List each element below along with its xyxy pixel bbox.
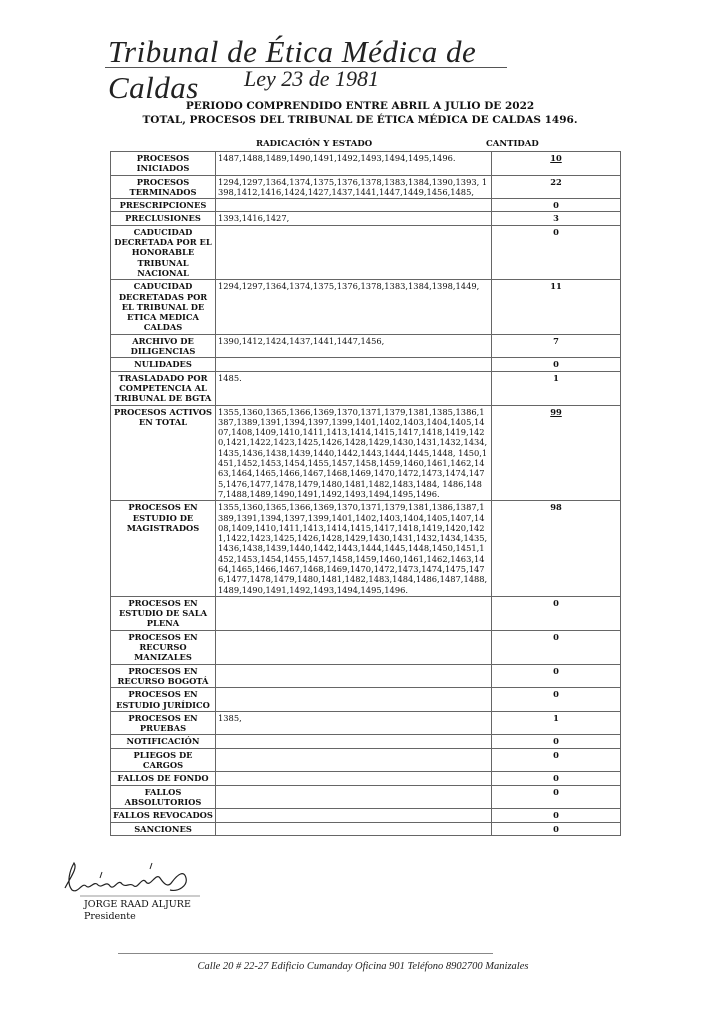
row-cantidad: 0 [553, 689, 559, 700]
table-row [111, 711, 621, 735]
row-cantidad: 7 [553, 335, 559, 346]
row-radicacion [216, 688, 492, 712]
row-radicacion: 1294,1297,1364,1374,1375,1376,1378,1383,1384,1398,1449, [216, 280, 492, 334]
row-label: CADUCIDAD DECRETADAS POR EL TRIBUNAL DE ETICA MEDICA CALDAS [111, 280, 216, 334]
row-cantidad-cell [492, 280, 621, 334]
row-radicacion [216, 748, 492, 772]
row-cantidad-cell [492, 664, 621, 688]
row-cantidad: 10 [550, 153, 562, 163]
table-row [111, 664, 621, 688]
row-radicacion: 1485. [216, 371, 492, 405]
row-label: FALLOS ABSOLUTORIOS [111, 785, 216, 809]
table-row [111, 630, 621, 664]
table-row [111, 735, 621, 748]
row-label: PROCESOS EN PRUEBAS [111, 711, 216, 735]
row-radicacion [216, 225, 492, 279]
row-label: FALLOS DE FONDO [111, 772, 216, 785]
table-row [111, 405, 621, 501]
letterhead-subtitle: Ley 23 de 1981 [244, 66, 380, 91]
row-cantidad-cell [492, 735, 621, 748]
row-label: PROCESOS EN RECURSO MANIZALES [111, 630, 216, 664]
row-cantidad-cell [492, 371, 621, 405]
table-row [111, 748, 621, 772]
row-cantidad-cell [492, 212, 621, 225]
total-line: TOTAL, PROCESOS DEL TRIBUNAL DE ÉTICA MÉDICA DE CALDAS 1496. [142, 114, 578, 126]
row-label: PROCESOS EN ESTUDIO DE MAGISTRADOS [111, 501, 216, 597]
period-line: PERIODO COMPRENDIDO ENTRE ABRIL A JULIO DE 2022 [185, 100, 535, 112]
row-cantidad-cell [492, 711, 621, 735]
row-cantidad: 0 [553, 736, 559, 747]
row-radicacion [216, 596, 492, 630]
row-radicacion [216, 772, 492, 785]
row-cantidad-cell [492, 405, 621, 501]
row-radicacion [216, 664, 492, 688]
signer-name: JORGE RAAD ALJURE [84, 899, 191, 910]
table-row [111, 334, 621, 358]
row-cantidad-cell [492, 785, 621, 809]
row-label: PROCESOS EN ESTUDIO JURÍDICO [111, 688, 216, 712]
row-label: NOTIFICACIÓN [111, 735, 216, 748]
table-row [111, 688, 621, 712]
row-label: TRASLADADO POR COMPETENCIA AL TRIBUNAL DE BGTA [111, 371, 216, 405]
row-cantidad: 0 [553, 749, 559, 760]
row-label: SANCIONES [111, 822, 216, 835]
row-cantidad: 1 [553, 712, 559, 723]
row-radicacion: 1385, [216, 711, 492, 735]
row-radicacion [216, 785, 492, 809]
row-cantidad: 3 [553, 213, 559, 224]
row-radicacion [216, 630, 492, 664]
row-cantidad-cell [492, 748, 621, 772]
row-label: FALLOS REVOCADOS [111, 809, 216, 822]
row-cantidad-cell [492, 175, 621, 199]
row-label: PRECLUSIONES [111, 212, 216, 225]
table-row [111, 152, 621, 176]
row-cantidad-cell [492, 501, 621, 597]
table-row [111, 371, 621, 405]
row-cantidad: 0 [553, 665, 559, 676]
row-cantidad-cell [492, 358, 621, 371]
table-row [111, 772, 621, 785]
row-cantidad-cell [492, 199, 621, 212]
row-cantidad: 99 [550, 406, 562, 417]
column-header-radicacion: RADICACIÓN Y ESTADO [256, 139, 373, 149]
row-label: PRESCRIPCIONES [111, 199, 216, 212]
row-label: PROCESOS EN RECURSO BOGOTÁ [111, 664, 216, 688]
signature-scribble-icon [60, 858, 220, 903]
report-heading [110, 99, 610, 127]
row-cantidad: 98 [550, 502, 562, 513]
row-label: PLIEGOS DE CARGOS [111, 748, 216, 772]
row-label: CADUCIDAD DECRETADA POR EL HONORABLE TRIBUNAL NACIONAL [111, 225, 216, 279]
row-cantidad-cell [492, 772, 621, 785]
row-cantidad-cell [492, 688, 621, 712]
row-radicacion [216, 809, 492, 822]
row-label: ARCHIVO DE DILIGENCIAS [111, 334, 216, 358]
row-cantidad: 0 [553, 226, 559, 237]
row-cantidad: 0 [553, 631, 559, 642]
table-row [111, 225, 621, 279]
row-cantidad: 0 [553, 810, 559, 821]
row-cantidad-cell [492, 809, 621, 822]
row-radicacion: 1393,1416,1427, [216, 212, 492, 225]
row-label: NULIDADES [111, 358, 216, 371]
table-row [111, 596, 621, 630]
table-row [111, 212, 621, 225]
row-cantidad-cell [492, 630, 621, 664]
table-row [111, 280, 621, 334]
table-row [111, 175, 621, 199]
row-cantidad-cell [492, 822, 621, 835]
row-cantidad: 0 [553, 200, 559, 211]
row-cantidad-cell [492, 334, 621, 358]
row-radicacion: 1487,1488,1489,1490,1491,1492,1493,1494,1495,1496. [216, 152, 492, 176]
row-cantidad: 1 [553, 372, 559, 383]
table-row [111, 809, 621, 822]
row-cantidad: 0 [553, 597, 559, 608]
letterhead-title: Tribunal de Ética Médica de Caldas [108, 34, 477, 105]
row-cantidad: 0 [553, 786, 559, 797]
row-radicacion [216, 822, 492, 835]
table-row [111, 785, 621, 809]
row-cantidad: 22 [550, 176, 562, 187]
row-cantidad-cell [492, 225, 621, 279]
process-table [110, 151, 621, 836]
row-cantidad-cell [492, 152, 621, 176]
row-radicacion [216, 735, 492, 748]
row-label: PROCESOS ACTIVOS EN TOTAL [111, 405, 216, 501]
table-row [111, 501, 621, 597]
row-radicacion: 1355,1360,1365,1366,1369,1370,1371,1379,1381,1386,1387,1389,1391,1394,1397,1399,1401,1402,1403,1404,1405,1407,1408,1409,1410,1411,1413,1414,1415,1417,1418,1419,1420,1421,1422,1423,1425,1426,1428,1429,1430,1431,1432,1434,1435,1436,1438,1439,1440,1442,1443,1444,1445,1448,1450,1451,1452,1453,1454,1455,1457,1458,1459,1460,1461,1462,1463,1464,1465,1466,1467,1468,1469,1470,1472,1473,1474,1475,1476,1477,1478,1479,1480,1481,1482,1483,1484,1486,1487,1488,1489,1490,1491,1492,1493,1494,1495,1496. [216, 501, 492, 597]
row-radicacion [216, 358, 492, 371]
row-label: PROCESOS EN ESTUDIO DE SALA PLENA [111, 596, 216, 630]
row-radicacion: 1294,1297,1364,1374,1375,1376,1378,1383,1384,1390,1393, 1398,1412,1416,1424,1427,1437,1441,1447,1449,1456,1485, [216, 175, 492, 199]
table-row [111, 358, 621, 371]
row-cantidad-cell [492, 596, 621, 630]
table-row [111, 822, 621, 835]
row-cantidad: 0 [553, 359, 559, 370]
row-cantidad: 0 [553, 773, 559, 784]
row-radicacion: 1390,1412,1424,1437,1441,1447,1456, [216, 334, 492, 358]
column-header-cantidad: CANTIDAD [486, 139, 539, 149]
row-radicacion [216, 199, 492, 212]
footer-rule [118, 953, 493, 954]
table-row [111, 199, 621, 212]
row-radicacion: 1355,1360,1365,1366,1369,1370,1371,1379,1381,1385,1386,1387,1389,1391,1394,1397,1399,1401,1402,1403,1404,1405,1407,1408,1409,1410,1411,1413,1414,1415,1417,1418,1419,1420,1421,1422,1423,1425,1426,1428,1429,1430,1431,1432,1434,1435,1436,1438,1439,1440,1442,1443,1444,1445,1448, 1450,1451,1452,1453,1454,1455,1457,1458,1459,1460,1461,1462,1463,1464,1465,1466,1467,1468,1469,1470,1472,1473,1474,1475,1476,1477,1478,1479,1480,1481,1482,1483,1484, 1486,1487,1488,1489,1490,1491,1492,1493,1494,1495,1496. [216, 405, 492, 501]
signer-role: Presidente [84, 911, 136, 922]
row-cantidad: 11 [550, 281, 562, 292]
row-label: PROCESOS TERMINADOS [111, 175, 216, 199]
footer-address: Calle 20 # 22-27 Edificio Cumanday Oficina 901 Teléfono 8902700 Manizales [197, 961, 529, 972]
row-cantidad: 0 [553, 823, 559, 834]
row-label: PROCESOS INICIADOS [111, 152, 216, 176]
